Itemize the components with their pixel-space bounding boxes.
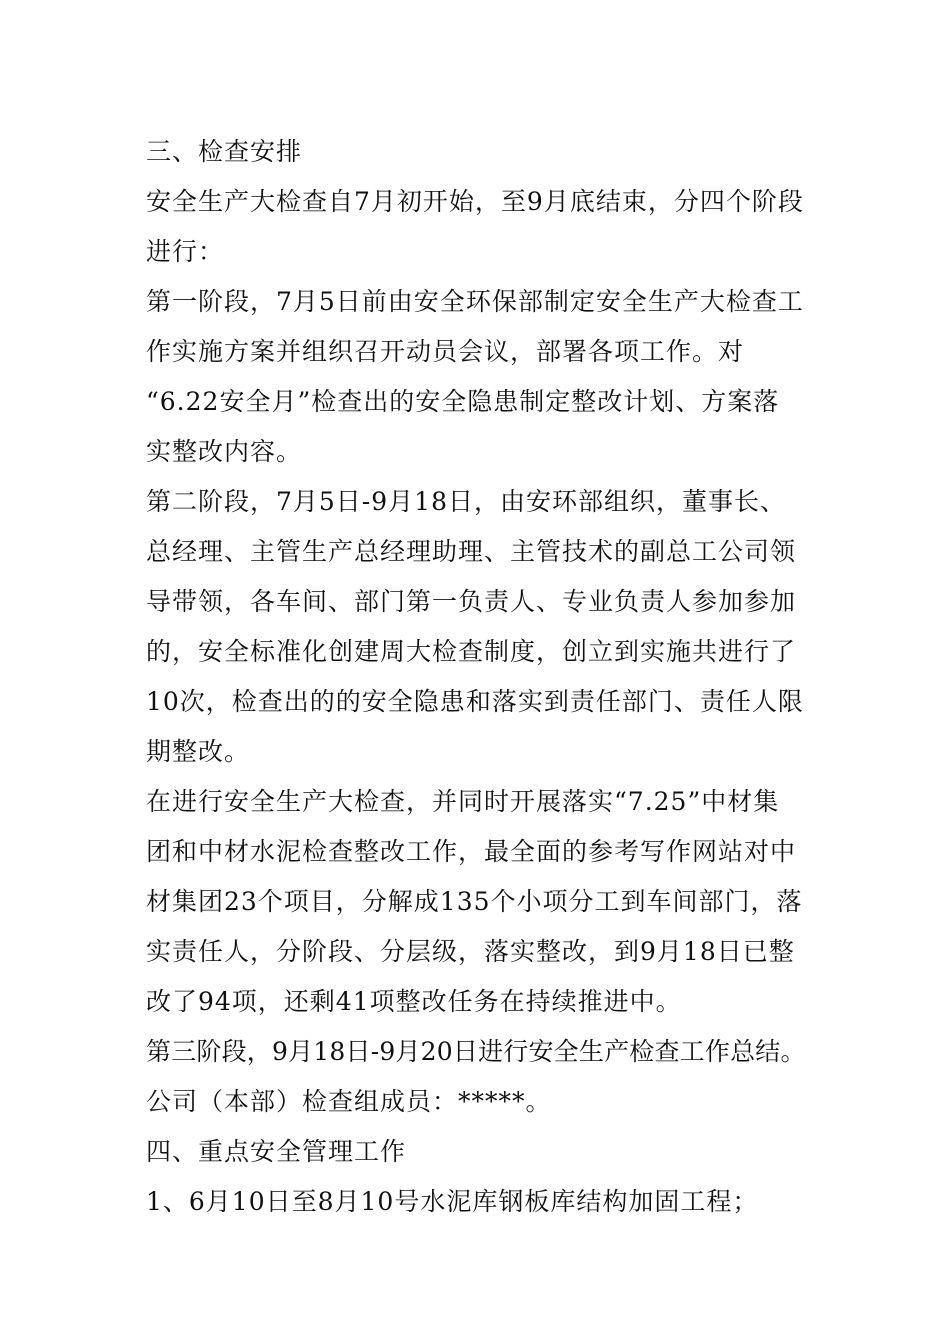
text-line: 的，安全标准化创建周大检查制度，创立到实施共进行了	[146, 637, 797, 666]
text-line: 期整改。	[146, 737, 251, 766]
text-line: 团和中材水泥检查整改工作，最全面的参考写作网站对中	[146, 837, 797, 866]
text-line: “6.22安全月”检查出的安全隐患制定整改计划、方案落	[146, 387, 780, 416]
text-line: 材集团23个项目，分解成135个小项分工到车间部门，落	[146, 887, 803, 916]
text-line: 实责任人，分阶段、分层级，落实整改，到9月18日已整	[146, 937, 795, 966]
document-body	[146, 127, 816, 1227]
text-line: 作实施方案并组织召开动员会议，部署各项工作。对	[146, 337, 745, 366]
text-line: 进行：	[146, 237, 225, 266]
text-line: 第三阶段，9月18日-9月20日进行安全生产检查工作总结。	[146, 1037, 806, 1066]
text-line: 导带领，各车间、部门第一负责人、专业负责人参加参加	[146, 587, 797, 616]
text-line: 公司（本部）检查组成员：*****。	[146, 1087, 552, 1116]
text-line: 安全生产大检查自7月初开始，至9月底结束，分四个阶段	[146, 187, 804, 216]
text-line: 第一阶段，7月5日前由安全环保部制定安全生产大检查工	[146, 287, 804, 316]
text-line: 第二阶段，7月5日-9月18日，由安环部组织，董事长、	[146, 487, 786, 516]
text-line: 实整改内容。	[146, 437, 303, 466]
text-line: 1、6月10日至8月10号水泥库钢板库结构加固工程；	[146, 1187, 759, 1216]
text-line: 改了94项，还剩41项整改任务在持续推进中。	[146, 987, 682, 1016]
text-line: 在进行安全生产大检查，并同时开展落实“7.25”中材集	[146, 787, 780, 816]
section-heading: 三、检查安排	[146, 137, 303, 166]
text-line: 10次，检查出的的安全隐患和落实到责任部门、责任人限	[146, 687, 804, 716]
section-heading: 四、重点安全管理工作	[146, 1137, 407, 1166]
text-line: 总经理、主管生产总经理助理、主管技术的副总工公司领	[146, 537, 797, 566]
